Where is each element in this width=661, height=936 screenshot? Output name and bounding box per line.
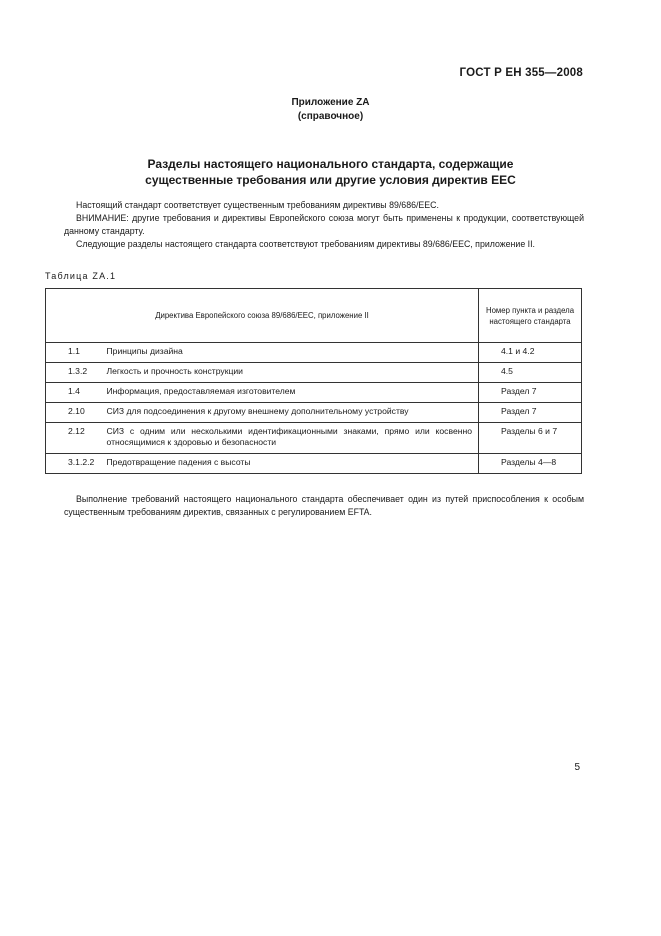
row-requirement: Информация, предоставляемая изготовителем [103,383,479,403]
row-clause: 4.5 [479,363,582,383]
row-number: 1.3.2 [46,363,103,383]
row-requirement: СИЗ с одним или несколькими идентификационными знаками, прямо или косвенно относящимися к здоровью и безопасности [103,423,479,454]
section-title-line-2: существенные требования или другие условия директив ЕЕС [145,173,516,187]
row-clause: Раздел 7 [479,403,582,423]
table-row [46,403,582,423]
row-number: 3.1.2.2 [46,454,103,474]
row-clause: 4.1 и 4.2 [479,343,582,363]
correspondence-table [45,288,582,474]
table-header-row [46,289,582,343]
row-requirement: Принципы дизайна [103,343,479,363]
section-title-line-1: Разделы настоящего национального стандарта, содержащие [147,157,514,171]
intro-paragraph-1: Настоящий стандарт соответствует существенным требованиям директивы 89/686/ЕЕС. [76,200,439,210]
closing-text [64,493,584,519]
row-number: 1.1 [46,343,103,363]
section-title [0,156,661,188]
row-clause: Разделы 4—8 [479,454,582,474]
header-clause: Номер пункта и раздела настоящего стандарта [479,289,582,343]
row-clause: Раздел 7 [479,383,582,403]
annex-title: Приложение ZA [291,97,370,108]
closing-paragraph: Выполнение требований настоящего национального стандарта обеспечивает один из путей приспособления к особым существенным требованиям директив, связанных с регулированием EFTA. [64,494,584,517]
annex-subtitle: (справочное) [297,111,364,122]
page-number: 5 [574,762,580,773]
row-number: 2.10 [46,403,103,423]
table-row [46,363,582,383]
standard-identifier: ГОСТ Р ЕН 355—2008 [459,67,583,79]
table-caption: Таблица ZA.1 [45,271,117,281]
row-number: 2.12 [46,423,103,454]
intro-paragraph-3: Следующие разделы настоящего стандарта соответствуют требованиям директивы 89/686/ЕЕС, приложение II. [76,239,535,249]
intro-text [64,199,584,251]
row-requirement: Предотвращение падения с высоты [103,454,479,474]
row-number: 1.4 [46,383,103,403]
table-row [46,423,582,454]
row-requirement: Легкость и прочность конструкции [103,363,479,383]
row-requirement: СИЗ для подсоединения к другому внешнему дополнительному устройству [103,403,479,423]
annex-heading [0,96,661,124]
table-row [46,383,582,403]
header-directive: Директива Европейского союза 89/686/ЕЕС, приложение II [46,289,479,343]
row-clause: Разделы 6 и 7 [479,423,582,454]
intro-paragraph-2: ВНИМАНИЕ: другие требования и директивы Европейского союза могут быть применены к продукции, соответствующей данному стандарту. [64,213,584,236]
table-row [46,343,582,363]
table-row [46,454,582,474]
